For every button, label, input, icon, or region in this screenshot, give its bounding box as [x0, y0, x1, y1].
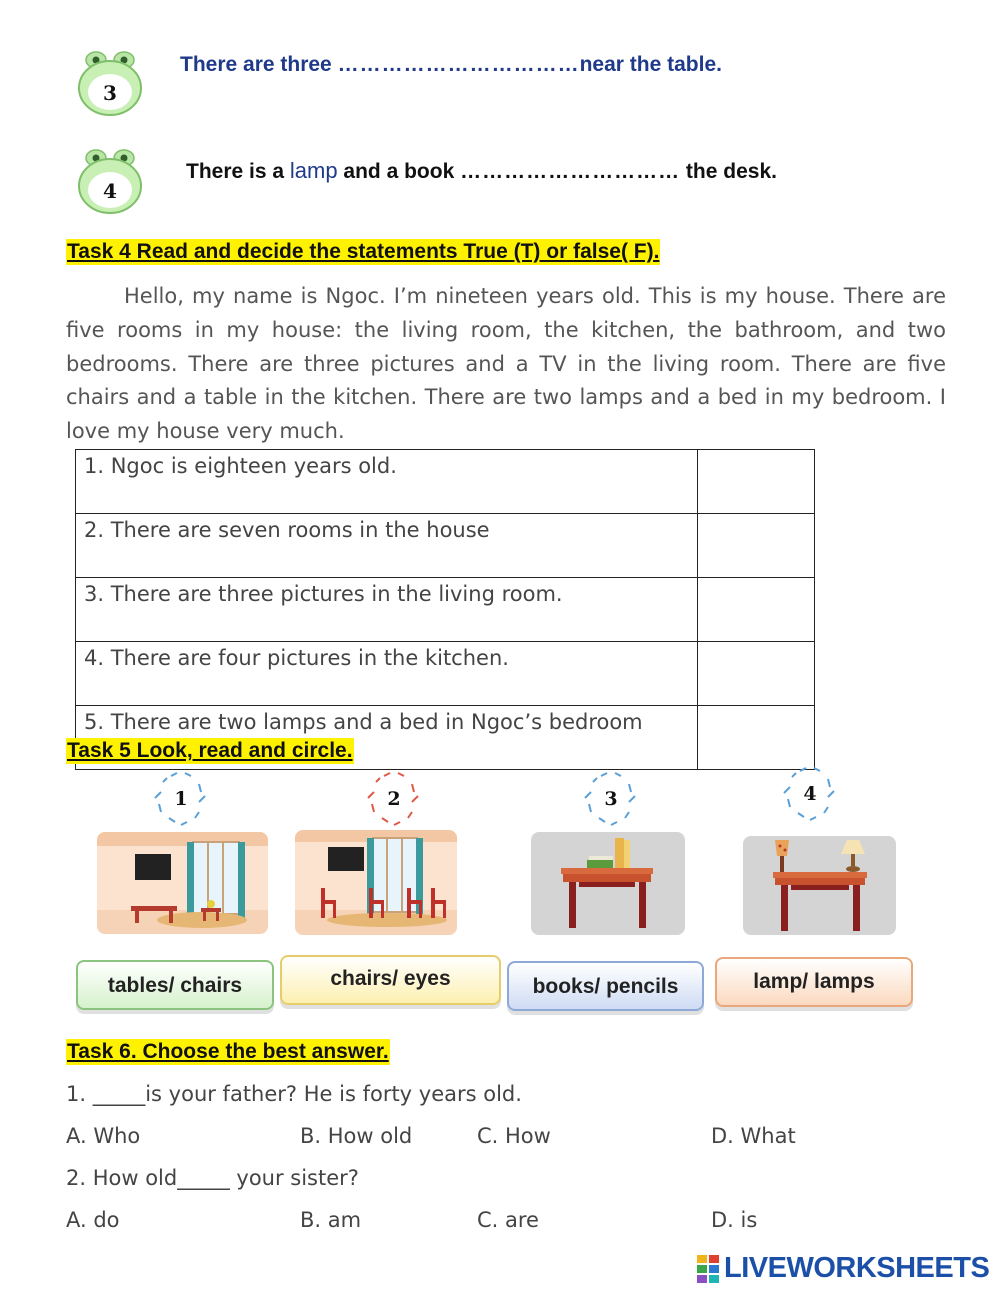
- table-row: [76, 450, 815, 514]
- number-sign-4-icon: [770, 763, 850, 823]
- mc-question-2: 2. How old_____ your sister?: [66, 1166, 359, 1190]
- answer-cell-1[interactable]: [698, 450, 815, 514]
- task4-title: Task 4 Read and decide the statements True (T) or false( F).: [67, 240, 660, 263]
- choice-1c[interactable]: C. How: [477, 1124, 551, 1148]
- statement-1: 1. Ngoc is eighteen years old.: [76, 450, 698, 514]
- choice-2b[interactable]: B. am: [300, 1208, 362, 1232]
- frog-number-4-icon: [76, 146, 144, 216]
- statement-3: 3. There are three pictures in the living room.: [76, 578, 698, 642]
- svg-text:2: 2: [387, 788, 401, 810]
- choice-2a[interactable]: A. do: [66, 1208, 120, 1232]
- number-sign-3-icon: [571, 768, 651, 828]
- question-3: There are three ……………………………near the table.: [180, 53, 722, 76]
- task5-title: Task 5 Look, read and circle.: [67, 739, 353, 762]
- statement-5: 5. There are two lamps and a bed in Ngoc’s bedroom: [76, 706, 698, 770]
- choice-2c[interactable]: C. are: [477, 1208, 539, 1232]
- svg-text:3: 3: [604, 788, 618, 810]
- liveworksheets-logo-icon: [697, 1255, 721, 1283]
- liveworksheets-logo-text: LIVEWORKSHEETS: [724, 1252, 990, 1284]
- choice-1d[interactable]: D. What: [711, 1124, 796, 1148]
- svg-text:3: 3: [103, 81, 117, 105]
- table-row: [76, 514, 815, 578]
- choice-1a[interactable]: A. Who: [66, 1124, 141, 1148]
- svg-text:1: 1: [174, 788, 188, 810]
- lamp-word: lamp: [289, 158, 338, 183]
- number-sign-1-icon: [141, 768, 221, 828]
- option-chairs-eyes-button[interactable]: chairs/ eyes: [280, 955, 501, 1005]
- answer-cell-2[interactable]: [698, 514, 815, 578]
- living-room-chairs-picture: [295, 830, 457, 935]
- statement-4: 4. There are four pictures in the kitchen.: [76, 642, 698, 706]
- task4-passage: Hello, my name is Ngoc. I’m nineteen years old. This is my house. There are five rooms in my house: the living room, the kitchen, the bathroom, and two bedrooms. There are three pictures and a TV in the living room. There are five chairs and a table in the kitchen. There are two lamps and a bed in my bedroom. I love my house very much.: [66, 284, 946, 444]
- option-lamp-lamps-button[interactable]: lamp/ lamps: [715, 957, 913, 1007]
- mc-question-1: 1. _____is your father? He is forty years old.: [66, 1082, 522, 1106]
- true-false-table: [75, 449, 815, 770]
- answer-blank-3[interactable]: ……………………………: [337, 53, 580, 76]
- table-row: [76, 578, 815, 642]
- svg-text:4: 4: [803, 783, 817, 805]
- option-tables-chairs-button[interactable]: tables/ chairs: [76, 960, 274, 1010]
- table-with-books-picture: [531, 832, 685, 935]
- statement-2: 2. There are seven rooms in the house: [76, 514, 698, 578]
- answer-cell-4[interactable]: [698, 642, 815, 706]
- choice-1b[interactable]: B. How old: [300, 1124, 413, 1148]
- svg-text:4: 4: [103, 179, 117, 203]
- living-room-table-picture: [97, 832, 268, 934]
- frog-number-3-icon: [76, 48, 144, 118]
- answer-cell-5[interactable]: [698, 706, 815, 770]
- question-4: There is a lamp and a book ………………………… the desk.: [186, 158, 777, 183]
- table-row: [76, 642, 815, 706]
- task6-title: Task 6. Choose the best answer.: [67, 1040, 389, 1063]
- answer-blank-4[interactable]: …………………………: [460, 160, 681, 183]
- number-sign-2-icon: [354, 768, 434, 828]
- option-books-pencils-button[interactable]: books/ pencils: [507, 961, 704, 1011]
- answer-cell-3[interactable]: [698, 578, 815, 642]
- choice-2d[interactable]: D. is: [711, 1208, 758, 1232]
- table-with-lamps-picture: [743, 836, 896, 935]
